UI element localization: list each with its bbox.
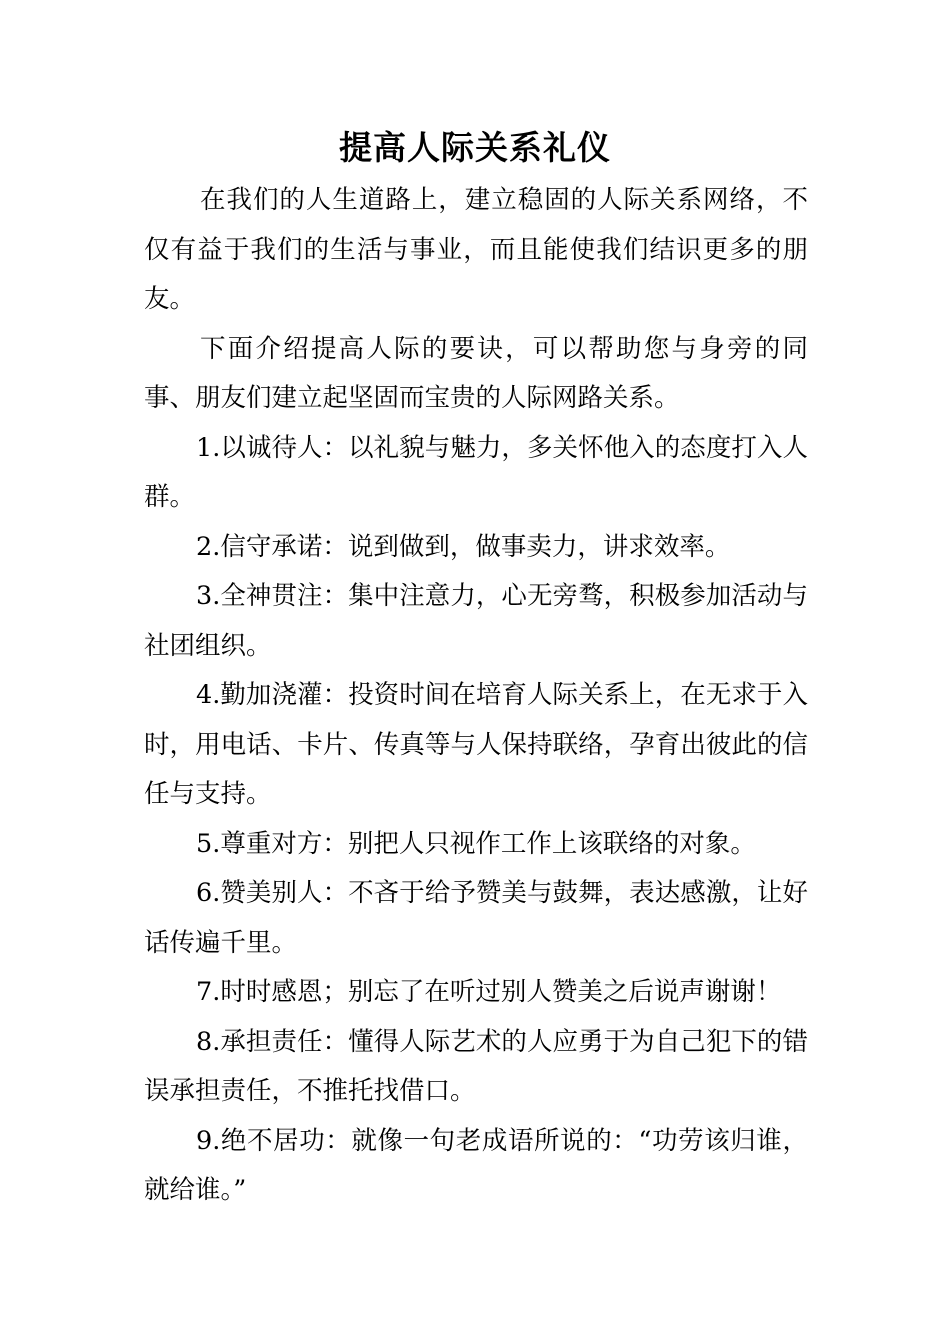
tip-item: 2.信守承诺：说到做到，做事卖力，讲求效率。 [196, 531, 731, 562]
intro-paragraph: 在我们的人生道路上，建立稳固的人际关系网络，不仅有益于我们的生活与事业，而且能使我们结识更多的朋友。 [144, 185, 808, 314]
tip-item: 3.全神贯注：集中注意力，心无旁骛，积极参加活动与社团组织。 [144, 581, 808, 661]
tip-item: 6.赞美别人：不吝于给予赞美与鼓舞，表达感激，让好话传遍千里。 [144, 878, 808, 958]
tip-item: 1.以诚待人：以礼貌与魅力，多关怀他入的态度打入人群。 [144, 432, 808, 512]
document-title: 提高人际关系礼仪 [339, 128, 611, 167]
tip-item: 9.绝不居功：就像一句老成语所说的：“功劳该归谁，就给谁。” [144, 1125, 808, 1205]
tip-item: 7.时时感恩；别忘了在听过别人赞美之后说声谢谢！ [196, 977, 782, 1007]
tip-item: 8.承担责任：懂得人际艺术的人应勇于为自己犯下的错误承担责任，不推托找借口。 [144, 1026, 808, 1106]
tip-item: 5.尊重对方：别把人只视作工作上该联络的对象。 [196, 828, 756, 859]
document-body [144, 176, 808, 1216]
tip-item: 4.勤加浇灌：投资时间在培育人际关系上，在无求于入时，用电话、卡片、传真等与人保持联络，孕育出彼此的信任与支持。 [144, 680, 808, 809]
intro-paragraph: 下面介绍提高人际的要诀，可以帮助您与身旁的同事、朋友们建立起坚固而宝贵的人际网路关系。 [144, 333, 808, 413]
